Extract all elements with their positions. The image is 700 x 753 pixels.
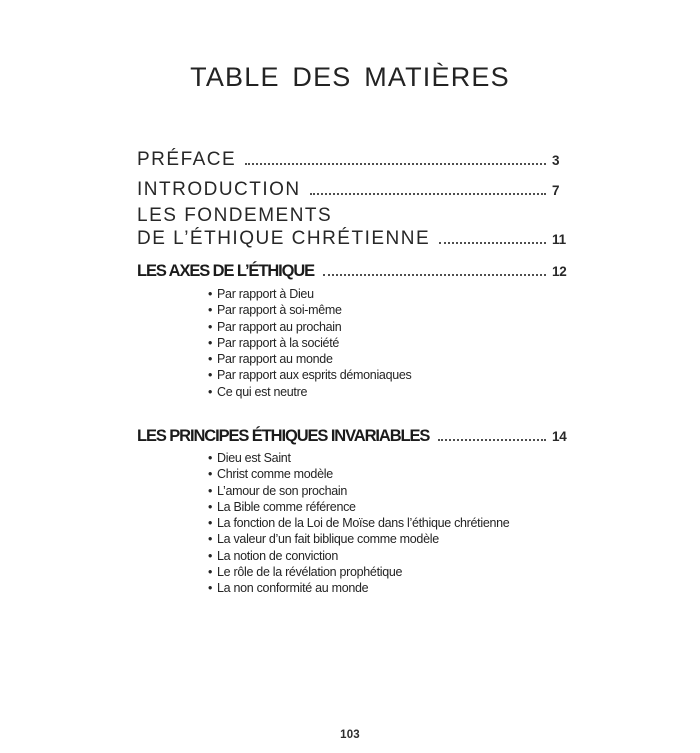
list-item-text: La valeur d’un fait biblique comme modèle	[217, 532, 439, 547]
toc-entry-axes	[137, 260, 570, 283]
list-item-text: La Bible comme référence	[217, 499, 356, 514]
list-item-text: La non conformité au monde	[217, 581, 369, 596]
list-item-text: Ce qui est neutre	[217, 384, 308, 399]
bullet-icon: •	[208, 303, 213, 318]
toc-entry-label: DE L’ÉTHIQUE CHRÉTIENNE	[137, 228, 431, 249]
dot-leader	[310, 193, 546, 195]
toc-entry-preface	[137, 148, 570, 173]
list-item	[208, 319, 411, 335]
toc-page-number: 3	[552, 153, 560, 168]
list-item-text: Le rôle de la révélation prophétique	[217, 565, 403, 580]
list-item-text: Par rapport à Dieu	[217, 287, 314, 301]
list-item-text: Par rapport au prochain	[217, 319, 342, 334]
toc-entry-label: PRÉFACE	[137, 149, 237, 170]
toc-page-number: 7	[552, 183, 560, 198]
table-of-contents	[137, 0, 570, 700]
bullet-icon: •	[208, 532, 213, 547]
toc-entry-principes	[137, 425, 570, 448]
toc-page-number: 12	[552, 264, 567, 279]
list-item	[208, 564, 509, 580]
bullet-icon: •	[208, 548, 213, 563]
bullet-icon: •	[208, 384, 213, 399]
bullet-icon: •	[208, 335, 213, 350]
toc-entry-label: LES PRINCIPES ÉTHIQUES INVARIABLES	[137, 427, 430, 445]
list-item	[208, 384, 411, 400]
list-item	[208, 335, 411, 351]
bullet-icon: •	[208, 352, 213, 367]
principes-items-list	[208, 450, 509, 597]
list-item	[208, 450, 509, 466]
list-item-text: Par rapport à la société	[217, 335, 340, 350]
bullet-icon: •	[208, 565, 213, 580]
list-item	[208, 548, 509, 564]
list-item-text: Par rapport à soi-même	[217, 303, 342, 318]
list-item	[208, 531, 509, 547]
bullet-icon: •	[208, 483, 213, 498]
toc-entry-fondements-line1: LES FONDEMENTS	[137, 205, 333, 226]
list-item	[208, 367, 411, 383]
bullet-icon: •	[208, 287, 213, 301]
toc-entry-label: INTRODUCTION	[137, 179, 301, 200]
list-item-text: La notion de conviction	[217, 548, 338, 563]
list-item	[208, 483, 509, 499]
dot-leader	[439, 242, 546, 244]
dot-leader	[438, 439, 546, 441]
list-item-text: La fonction de la Loi de Moïse dans l’éthique chrétienne	[217, 516, 510, 531]
toc-page-number: 11	[552, 232, 566, 247]
list-item	[208, 351, 411, 367]
bullet-icon: •	[208, 581, 213, 596]
page-title: TABLE DES MATIÈRES	[190, 62, 510, 92]
bullet-icon: •	[208, 499, 213, 514]
list-item-text: L’amour de son prochain	[217, 483, 347, 498]
list-item	[208, 466, 509, 482]
list-item	[208, 302, 411, 318]
bullet-icon: •	[208, 516, 213, 531]
toc-entry-fondements-line2	[137, 227, 570, 252]
bullet-icon: •	[208, 319, 213, 334]
axes-items-list	[208, 286, 411, 400]
list-item-text: Par rapport au monde	[217, 352, 333, 367]
folio-page-number: 103	[340, 729, 360, 741]
bullet-icon: •	[208, 467, 213, 482]
list-item-text: Christ comme modèle	[217, 467, 333, 482]
toc-page-number: 14	[552, 429, 567, 444]
dot-leader	[245, 163, 546, 165]
toc-entry-introduction	[137, 178, 570, 203]
list-item	[208, 286, 411, 302]
list-item	[208, 499, 509, 515]
list-item	[208, 515, 509, 531]
bullet-icon: •	[208, 368, 213, 383]
list-item	[208, 580, 509, 596]
list-item-text: Dieu est Saint	[217, 451, 291, 465]
toc-entry-label: LES AXES DE L’ÉTHIQUE	[137, 262, 315, 280]
dot-leader	[323, 274, 546, 276]
bullet-icon: •	[208, 451, 213, 465]
list-item-text: Par rapport aux esprits démoniaques	[217, 368, 412, 383]
